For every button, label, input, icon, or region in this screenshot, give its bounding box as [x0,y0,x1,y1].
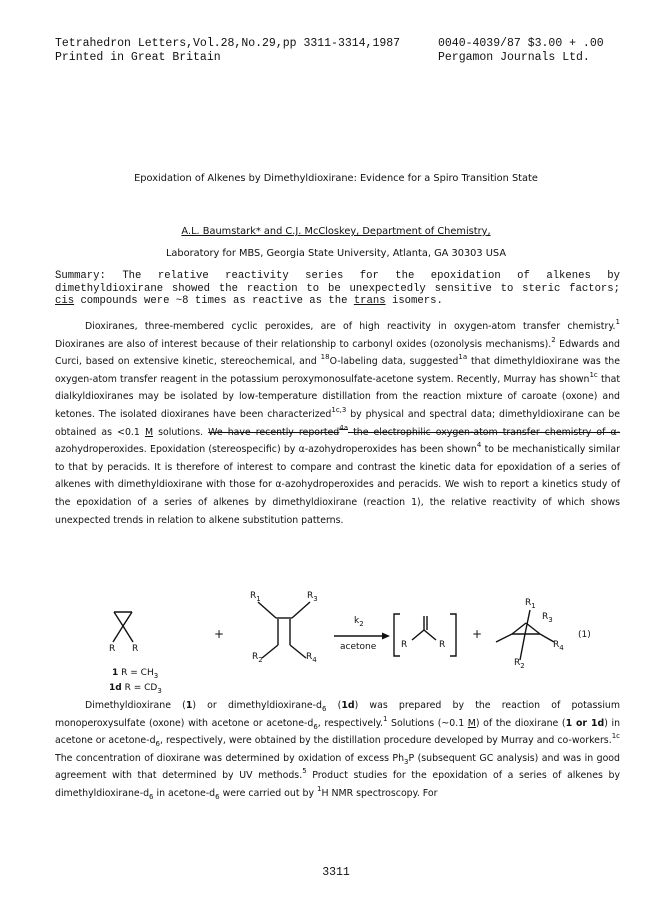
paragraph-text [55,697,620,803]
r1-label [250,591,261,601]
reference: 1 [615,318,620,326]
c-r-bond [123,626,133,642]
reference: 2 [551,335,556,344]
r-subscript: 2 [520,662,525,670]
r-letter: R [525,598,532,608]
sentence: ) of the dioxirane ( [475,717,566,729]
compound-1d-label [109,683,162,693]
reference: 1c [589,370,598,379]
c-o-bond [114,612,123,626]
plus-sign: + [214,627,225,641]
r1-label [525,598,536,608]
summary-trans: trans [353,295,386,307]
sentence: that dialkyldioxiranes may be isolated by low-temperature distillation from the reaction mixture of caroate (oxone) and ketones. The isolated dioxiranes have been characterized [55,373,620,420]
summary-text-b: compounds were ~8 times as reactive as the [80,295,348,307]
compound-ref: 1d [341,700,355,711]
paragraph-methods [55,697,620,803]
reference: 1 [382,714,388,723]
r-letter: R [252,652,259,662]
r2-label [252,652,263,662]
reference: 5 [302,767,307,776]
bond [424,630,436,640]
reference: 1c,3 [331,405,347,414]
bracket-right [450,614,456,656]
sentence: Dimethyldioxirane ( [85,700,186,711]
paragraph-intro [55,318,620,529]
bond [496,634,512,642]
summary-label: Summary: [55,270,106,282]
subscript: 3 [157,687,162,695]
solvent-label: acetone [340,642,377,652]
compound-definition: R = CH [121,668,154,678]
sentence: H NMR spectroscopy. For [321,787,438,799]
reference: 1a [458,353,468,362]
printed-in: Printed in Great Britain [55,51,221,64]
molar-unit: M [467,717,476,729]
r-letter: R [542,612,549,622]
r-letter: R [307,591,314,601]
bond [292,602,310,618]
compound-ref: 1 [185,700,193,711]
r-subscript: 4 [559,644,564,652]
r-subscript: 3 [313,595,318,603]
publisher: Pergamon Journals Ltd. [438,51,590,64]
r-label: R [401,640,408,650]
article-title: Epoxidation of Alkenes by Dimethyldioxirane: Evidence for a Spiro Transition State [134,173,538,184]
isotope-mass: 1 [317,784,322,793]
sentence: ) in acetone or acetone-d [55,717,621,747]
c-r-bond [113,626,123,642]
sentence: the electrophilic oxygen-atom transfer chemistry of α- [353,426,621,438]
bracket-left [394,614,400,656]
sentence: , respectively. [317,717,383,729]
page-number: 3311 [322,866,350,879]
compound-number: 1d [109,683,122,693]
r2-label [514,658,525,668]
rate-constant [354,616,364,626]
sentence: to be mechanistically similar to that by peracids. It is therefore of interest to compare and contrast the kinetic data for epoxidation of a series of alkenes with dimethyldioxirane with those for α-azohydroperoxides and peracids. We wish to report a kinetics study of the epoxidation of a series of alkenes by dimethyldioxirane (reaction 1), the relative reactivity of which shows unexpected trends in relation to alkene substitution patterns. [55,444,620,526]
struck-text [208,423,621,438]
subscript: 6 [215,792,220,801]
sentence: ( [337,700,342,711]
subscript: 6 [313,722,318,731]
r-letter: R [514,658,521,668]
subscript: 6 [322,705,327,713]
reference: 4 [476,441,482,450]
molar-unit: M [144,426,154,438]
sentence: solutions. [158,426,204,438]
sentence: We have recently reported [208,426,340,438]
price-code: 0040-4039/87 $3.00 + .00 [438,37,604,50]
bond [412,630,424,640]
bond [290,645,306,658]
sentence: Product studies for the epoxidation of a series of alkenes by dimethyldioxirane-d [55,770,620,799]
subscript: 3 [404,757,409,766]
c-o-bond [123,612,132,626]
reference: 4a [339,423,349,432]
sentence: Edwards and Curci, based on extensive kinetic, stereochemical, and [55,338,620,368]
header-right [438,37,604,65]
author-line: A.L. Baumstark* and C.J. McCloskey, Department of Chemistry, [181,226,491,237]
k-subscript: 2 [359,620,364,628]
sentence: ) was prepared by the reaction of potassium monoperoxysulfate (oxone) with acetone or acetone-d [55,700,620,729]
r3-label [542,612,553,622]
r-subscript: 1 [531,602,536,610]
bond [520,634,525,660]
subscript: 6 [149,792,154,801]
sentence: O-labeling data, suggested [329,356,459,368]
bond [540,634,554,642]
sentence: Dioxiranes are also of interest because of their relationship to carbonyl oxides (ozonolysis mechanisms). [55,338,552,350]
sentence: ) or dimethyldioxirane-d [192,700,322,711]
summary-text-a: The relative reactivity series for the epoxidation of alkenes by dimethyldioxirane showed the reaction to be unexpectedly sensitive to steric factors; [55,270,620,295]
summary [55,270,620,308]
r-letter: R [306,652,313,662]
compound-number: 1 [112,668,119,678]
bond [512,623,526,634]
k-letter: k [354,616,360,626]
compound-definition: R = CD [124,683,158,693]
sentence: were carried out by [222,787,315,799]
summary-text-c: isomers. [391,295,443,307]
bond [525,610,530,634]
arrow-head [382,633,390,640]
compound-1-label [112,668,158,678]
paragraph-text [55,318,620,529]
sentence: in acetone-d [156,787,216,799]
sentence: azohydroperoxides. Epoxidation (stereospecific) by α-azohydroperoxides has been shown [55,444,477,456]
reference: 1c [611,732,620,741]
r4-label [306,652,317,662]
subscript: 6 [155,740,160,749]
isotope-mass: 18 [320,353,330,362]
authors [0,223,672,241]
r-subscript: 3 [548,616,553,624]
r-label: R [132,644,139,654]
subscript: 3 [153,672,159,680]
r-label: R [439,640,446,650]
plus-sign: + [472,627,483,641]
bond [262,645,278,658]
r3-label [307,591,318,601]
r-letter: R [553,640,560,650]
journal-citation: Tetrahedron Letters,Vol.28,No.29,pp 3311-3314,1987 [55,37,401,50]
r-letter: R [250,591,257,601]
sentence: Dioxiranes, three-membered cyclic peroxides, are of high reactivity in oxygen-atom transfer chemistry. [85,321,616,332]
compound-ref: 1 or 1d [565,717,605,729]
equation-number: (1) [578,630,591,640]
bond [526,623,540,634]
sentence: The concentration of dioxirane was determined by oxidation of excess Ph [55,752,405,764]
header-left [55,37,400,65]
summary-cis: cis [55,295,75,307]
reaction-scheme [100,590,620,695]
r-subscript: 2 [258,656,263,664]
sentence: by physical and spectral data; dimethyldioxirane can be obtained as <0.1 [55,408,620,438]
r-label: R [109,644,116,654]
r-subscript: 4 [312,656,317,664]
sentence: that dimethyldioxirane was the oxygen-atom transfer reagent in the potassium peroxymonosulfate-acetone system. Recently, Murray has shown [55,356,621,385]
sentence: P (subsequent GC analysis) and was in good agreement with that determined by UV methods. [55,752,620,782]
bond [258,602,276,618]
affiliation: Laboratory for MBS, Georgia State University, Atlanta, GA 30303 USA [165,248,507,259]
r4-label [553,640,564,650]
sentence: Solutions (~0.1 [391,717,465,729]
r-subscript: 1 [256,595,261,603]
reaction-graphic [100,590,620,690]
sentence: , respectively, were obtained by the distillation procedure developed by Murray and co-workers. [160,735,612,747]
